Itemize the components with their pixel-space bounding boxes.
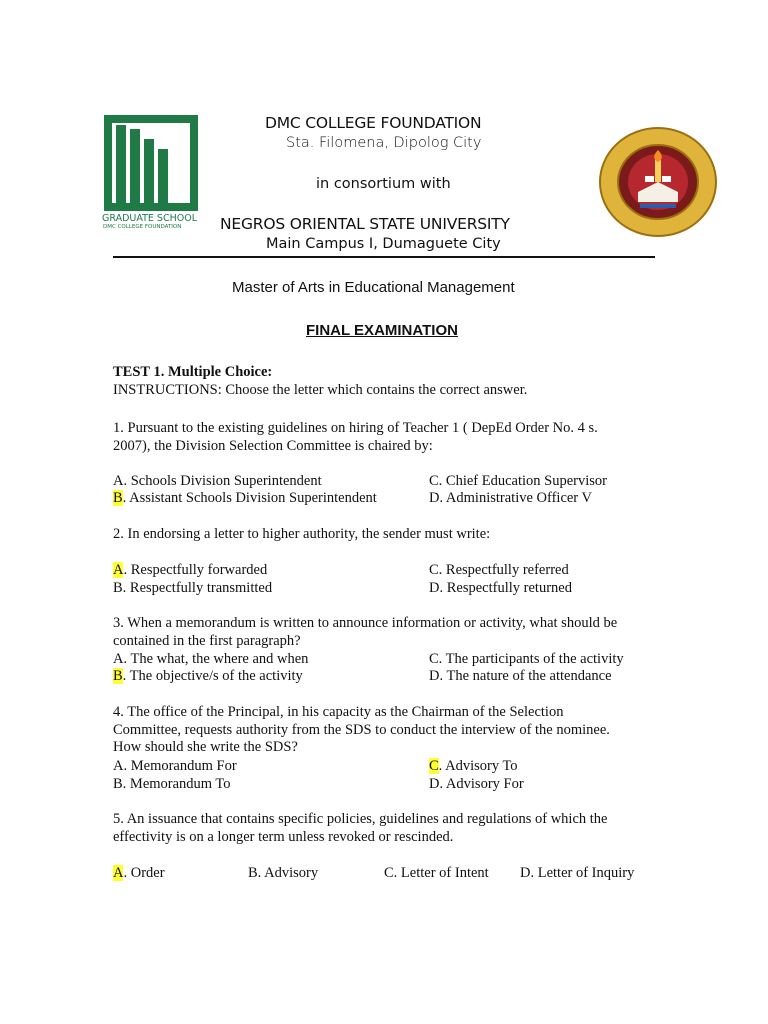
answer-option-d xyxy=(429,668,612,686)
option-letter: C xyxy=(429,758,439,774)
question-2-stem: 2. In endorsing a letter to higher authority, the sender must write: xyxy=(113,526,491,542)
logo-caption-1: GRADUATE SCHOOL xyxy=(102,213,197,224)
program-title: Master of Arts in Educational Management xyxy=(232,279,515,296)
university-seal-icon xyxy=(598,126,718,238)
test-instructions: INSTRUCTIONS: Choose the letter which contains the correct answer. xyxy=(113,382,528,398)
option-text: . The what, the where and when xyxy=(123,651,309,667)
question-1-stem: 1. Pursuant to the existing guidelines on hiring of Teacher 1 ( DepEd Order No. 4 s. xyxy=(113,420,598,436)
option-text: . Order xyxy=(123,865,165,881)
answer-option-c xyxy=(429,562,569,580)
consortium-text: in consortium with xyxy=(316,176,451,192)
option-text: . The participants of the activity xyxy=(438,651,624,667)
option-letter: B xyxy=(113,490,123,506)
answer-option-a xyxy=(113,473,322,491)
logo-caption-2: DMC COLLEGE FOUNDATION xyxy=(103,224,182,230)
option-letter: A xyxy=(113,651,124,667)
answer-option-a xyxy=(113,758,237,776)
option-text: . Letter of Intent xyxy=(393,865,489,881)
option-text: . Advisory xyxy=(257,865,319,881)
question-1-stem: 2007), the Division Selection Committee is chaired by: xyxy=(113,437,433,454)
answer-option-d xyxy=(520,865,634,883)
norsu-seal xyxy=(598,126,718,238)
question-5-stem: 5. An issuance that contains specific policies, guidelines and regulations of which the xyxy=(113,811,608,827)
option-letter: C xyxy=(429,562,439,578)
question-4-stem: Committee, requests authority from the SDS to conduct the interview of the nominee. xyxy=(113,721,610,738)
option-letter: B xyxy=(248,865,258,881)
answer-option-c xyxy=(429,758,518,776)
answer-option-b xyxy=(113,490,377,508)
option-text: . Memorandum To xyxy=(122,776,231,792)
question-3-stem: 3. When a memorandum is written to announce information or activity, what should be xyxy=(113,615,618,631)
option-text: . Chief Education Supervisor xyxy=(438,473,608,489)
graduate-school-logo xyxy=(104,115,200,233)
answer-option-d xyxy=(429,580,572,598)
option-text: . The objective/s of the activity xyxy=(122,668,303,684)
answer-option-a xyxy=(113,562,267,580)
answer-option-a xyxy=(113,651,308,669)
option-text: . Respectfully forwarded xyxy=(123,562,268,578)
answer-option-b xyxy=(113,580,272,598)
answer-option-a xyxy=(113,865,165,883)
option-letter: C xyxy=(384,865,394,881)
option-letter: A xyxy=(113,758,124,774)
option-text: . Respectfully referred xyxy=(438,562,569,578)
option-text: . Advisory For xyxy=(439,776,524,792)
option-text: . Respectfully transmitted xyxy=(122,580,273,596)
option-letter: A xyxy=(113,865,124,881)
option-text: . Memorandum For xyxy=(123,758,237,774)
option-text: . Assistant Schools Division Superintendent xyxy=(122,490,377,506)
option-letter: C xyxy=(429,473,439,489)
option-text: . Respectfully returned xyxy=(439,580,572,596)
option-letter: D xyxy=(520,865,531,881)
option-text: . Advisory To xyxy=(438,758,518,774)
option-letter: B xyxy=(113,668,123,684)
option-letter: B xyxy=(113,580,123,596)
option-text: . Administrative Officer V xyxy=(439,490,592,506)
answer-option-c xyxy=(429,651,624,669)
question-4-stem: How should she write the SDS? xyxy=(113,739,298,755)
answer-option-b xyxy=(113,668,303,686)
question-5-stem: effectivity is on a longer term unless revoked or rescinded. xyxy=(113,828,454,845)
option-letter: D xyxy=(429,580,440,596)
university-address: Main Campus I, Dumaguete City xyxy=(266,236,501,252)
question-4-stem: 4. The office of the Principal, in his capacity as the Chairman of the Selection xyxy=(113,704,564,720)
exam-title: FINAL EXAMINATION xyxy=(306,322,458,339)
option-letter: A xyxy=(113,473,124,489)
header-divider xyxy=(113,256,655,258)
answer-option-b xyxy=(113,776,231,794)
option-letter: B xyxy=(113,776,123,792)
option-letter: A xyxy=(113,562,124,578)
question-3-stem: contained in the first paragraph? xyxy=(113,632,301,649)
school-name: DMC COLLEGE FOUNDATION xyxy=(265,114,482,132)
university-name: NEGROS ORIENTAL STATE UNIVERSITY xyxy=(220,215,510,233)
option-letter: D xyxy=(429,776,440,792)
option-letter: D xyxy=(429,490,440,506)
option-letter: D xyxy=(429,668,440,684)
option-text: . Schools Division Superintendent xyxy=(123,473,322,489)
option-text: . The nature of the attendance xyxy=(439,668,612,684)
test-title: TEST 1. Multiple Choice: xyxy=(113,364,273,380)
answer-option-b xyxy=(248,865,318,883)
option-text: . Letter of Inquiry xyxy=(530,865,635,881)
answer-option-d xyxy=(429,490,592,508)
option-letter: C xyxy=(429,651,439,667)
answer-option-c xyxy=(384,865,489,883)
answer-option-c xyxy=(429,473,607,491)
school-address: Sta. Filomena, Dipolog City xyxy=(286,135,482,151)
answer-option-d xyxy=(429,776,524,794)
